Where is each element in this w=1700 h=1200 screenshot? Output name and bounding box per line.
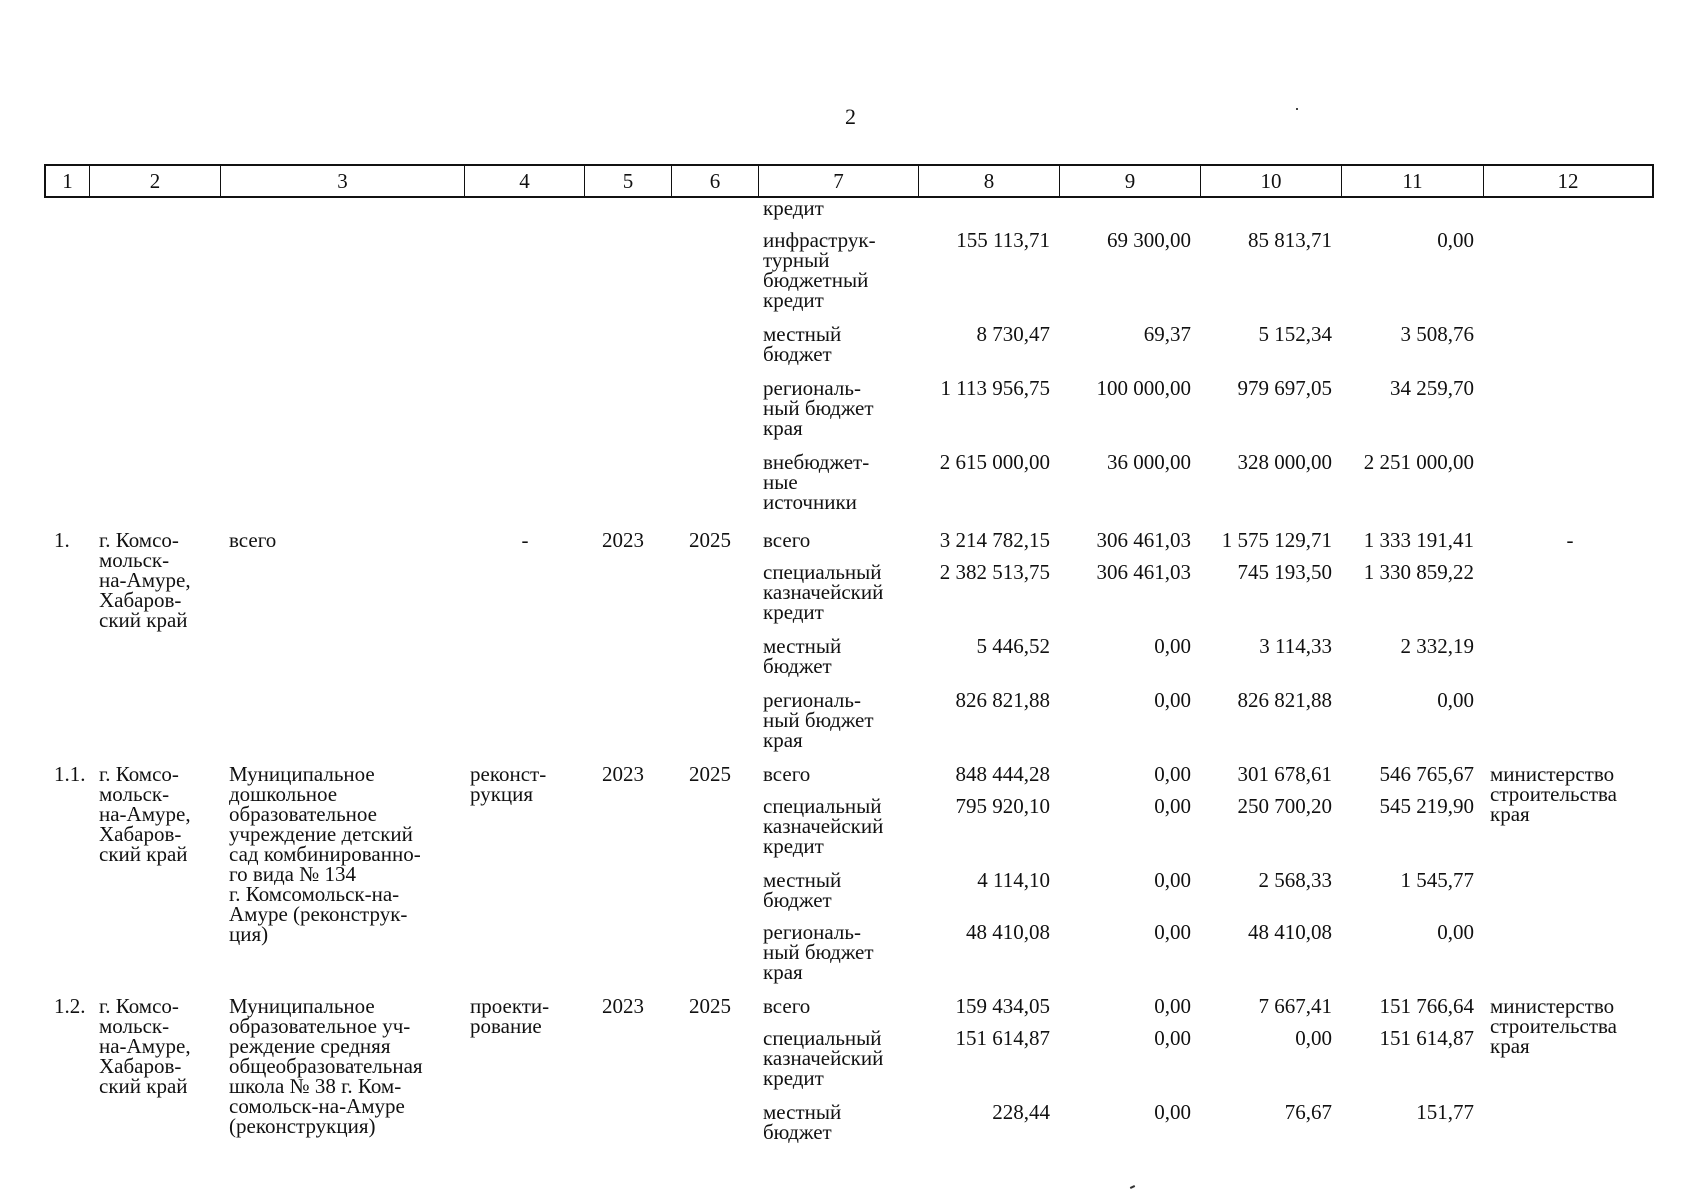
value-2024: 0,00 [1295, 1026, 1332, 1050]
value-2024: 5 152,34 [1258, 322, 1332, 346]
value-2025: 545 219,90 [1379, 794, 1474, 818]
source-label: специальный казначейский кредит [763, 1026, 884, 1090]
header-cell: 5 [585, 166, 672, 196]
header-cell: 6 [672, 166, 759, 196]
value-2024: 85 813,71 [1248, 228, 1332, 252]
row-responsible: - [1566, 528, 1574, 552]
value-2024: 1 575 129,71 [1221, 528, 1332, 552]
value-2023: 0,00 [1154, 794, 1191, 818]
row-work-type: проекти- рование [470, 994, 550, 1038]
source-label: всего [763, 762, 811, 786]
value-total: 2 382 513,75 [939, 560, 1050, 584]
row-number: 1.1. [54, 762, 86, 786]
value-total: 5 446,52 [976, 634, 1050, 658]
row-work-type: - [521, 528, 529, 552]
value-total: 228,44 [992, 1100, 1050, 1124]
header-cell: 3 [221, 166, 465, 196]
value-2025: 2 251 000,00 [1363, 450, 1474, 474]
value-2023: 0,00 [1154, 1026, 1191, 1050]
value-total: 8 730,47 [976, 322, 1050, 346]
source-label: внебюджет- ные источники [763, 450, 870, 514]
table-header-row [44, 164, 1654, 198]
header-cell: 1 [46, 166, 90, 196]
value-2025: 0,00 [1437, 228, 1474, 252]
header-cell: 8 [919, 166, 1060, 196]
value-total: 159 434,05 [955, 994, 1050, 1018]
value-2023: 36 000,00 [1107, 450, 1191, 474]
row-responsible: министерство строительства края [1490, 762, 1618, 826]
value-2025: 34 259,70 [1390, 376, 1474, 400]
value-total: 826 821,88 [955, 688, 1050, 712]
value-2023: 0,00 [1154, 994, 1191, 1018]
value-2023: 69 300,00 [1107, 228, 1191, 252]
row-location: г. Комсо- мольск- на-Амуре, Хабаров- ский край [99, 994, 191, 1098]
value-total: 848 444,28 [955, 762, 1050, 786]
header-cell: 7 [759, 166, 919, 196]
value-2025: 1 330 859,22 [1363, 560, 1474, 584]
value-total: 155 113,71 [956, 228, 1050, 252]
value-2025: 1 545,77 [1400, 868, 1474, 892]
header-cell: 12 [1557, 168, 1579, 193]
value-2024: 48 410,08 [1248, 920, 1332, 944]
value-2024: 826 821,88 [1237, 688, 1332, 712]
value-2023: 69,37 [1143, 322, 1191, 346]
value-total: 4 114,10 [977, 868, 1050, 892]
value-2024: 7 667,41 [1258, 994, 1332, 1018]
header-cell: 2 [90, 166, 221, 196]
source-label: региональ- ный бюджет края [763, 920, 874, 984]
row-object: Муниципальное образовательное уч- реждение средняя общеобразовательная школа № 38 г. Ком- сомольск-на-Амуре (реконструкция) [229, 994, 423, 1138]
value-2025: 3 508,76 [1400, 322, 1474, 346]
value-2023: 100 000,00 [1096, 376, 1191, 400]
value-2023: 0,00 [1154, 920, 1191, 944]
value-2024: 2 568,33 [1258, 868, 1332, 892]
row-start-year: 2023 [602, 994, 644, 1018]
row-location: г. Комсо- мольск- на-Амуре, Хабаров- ский край [99, 762, 191, 866]
row-object: Муниципальное дошкольное образовательное учреждение детский сад комбинированно- го вида № 134 г. Комсомольск-на- Амуре (реконструк- ция) [229, 762, 421, 946]
row-end-year: 2025 [689, 994, 731, 1018]
value-2023: 0,00 [1154, 688, 1191, 712]
value-2025: 2 332,19 [1400, 634, 1474, 658]
source-label: специальный казначейский кредит [763, 560, 884, 624]
value-2025: 0,00 [1437, 688, 1474, 712]
page-number: 2 [845, 104, 856, 129]
value-2023: 0,00 [1154, 762, 1191, 786]
value-total: 3 214 782,15 [939, 528, 1050, 552]
value-2024: 76,67 [1284, 1100, 1332, 1124]
source-label: специальный казначейский кредит [763, 794, 884, 858]
source-label: местный бюджет [763, 634, 842, 678]
header-cell: 11 [1342, 166, 1484, 196]
header-cell: 9 [1060, 166, 1201, 196]
value-2023: 306 461,03 [1096, 560, 1191, 584]
value-2024: 745 193,50 [1237, 560, 1332, 584]
value-2023: 0,00 [1154, 868, 1191, 892]
source-label: региональ- ный бюджет края [763, 688, 874, 752]
source-label: местный бюджет [763, 1100, 842, 1144]
header-cell: 10 [1201, 166, 1342, 196]
source-label: местный бюджет [763, 322, 842, 366]
source-label: всего [763, 528, 811, 552]
value-2025: 1 333 191,41 [1363, 528, 1474, 552]
value-2024: 301 678,61 [1237, 762, 1332, 786]
value-2025: 151,77 [1416, 1100, 1474, 1124]
row-work-type: реконст- рукция [470, 762, 547, 806]
scan-speck [1296, 108, 1298, 110]
row-responsible: министерство строительства края [1490, 994, 1618, 1058]
source-label: инфраструк- турный бюджетный кредит [763, 228, 876, 312]
source-label: местный бюджет [763, 868, 842, 912]
value-2025: 546 765,67 [1379, 762, 1474, 786]
value-2023: 306 461,03 [1096, 528, 1191, 552]
row-object: всего [229, 528, 277, 552]
value-total: 151 614,87 [955, 1026, 1050, 1050]
row-start-year: 2023 [602, 762, 644, 786]
value-total: 1 113 956,75 [940, 376, 1050, 400]
value-2025: 151 614,87 [1379, 1026, 1474, 1050]
scan-speck [1130, 1185, 1135, 1189]
value-2025: 0,00 [1437, 920, 1474, 944]
row-start-year: 2023 [602, 528, 644, 552]
row-end-year: 2025 [689, 528, 731, 552]
row-location: г. Комсо- мольск- на-Амуре, Хабаров- ский край [99, 528, 191, 632]
value-total: 795 920,10 [955, 794, 1050, 818]
source-label: региональ- ный бюджет края [763, 376, 874, 440]
value-2024: 250 700,20 [1237, 794, 1332, 818]
value-total: 48 410,08 [966, 920, 1050, 944]
row-number: 1. [54, 528, 70, 552]
value-total: 2 615 000,00 [939, 450, 1050, 474]
value-2023: 0,00 [1154, 634, 1191, 658]
value-2023: 0,00 [1154, 1100, 1191, 1124]
row-end-year: 2025 [689, 762, 731, 786]
value-2024: 3 114,33 [1259, 634, 1332, 658]
header-cell: 4 [465, 166, 585, 196]
row-number: 1.2. [54, 994, 86, 1018]
value-2024: 979 697,05 [1237, 376, 1332, 400]
source-label: кредит [763, 196, 824, 220]
value-2025: 151 766,64 [1379, 994, 1474, 1018]
value-2024: 328 000,00 [1237, 450, 1332, 474]
source-label: всего [763, 994, 811, 1018]
